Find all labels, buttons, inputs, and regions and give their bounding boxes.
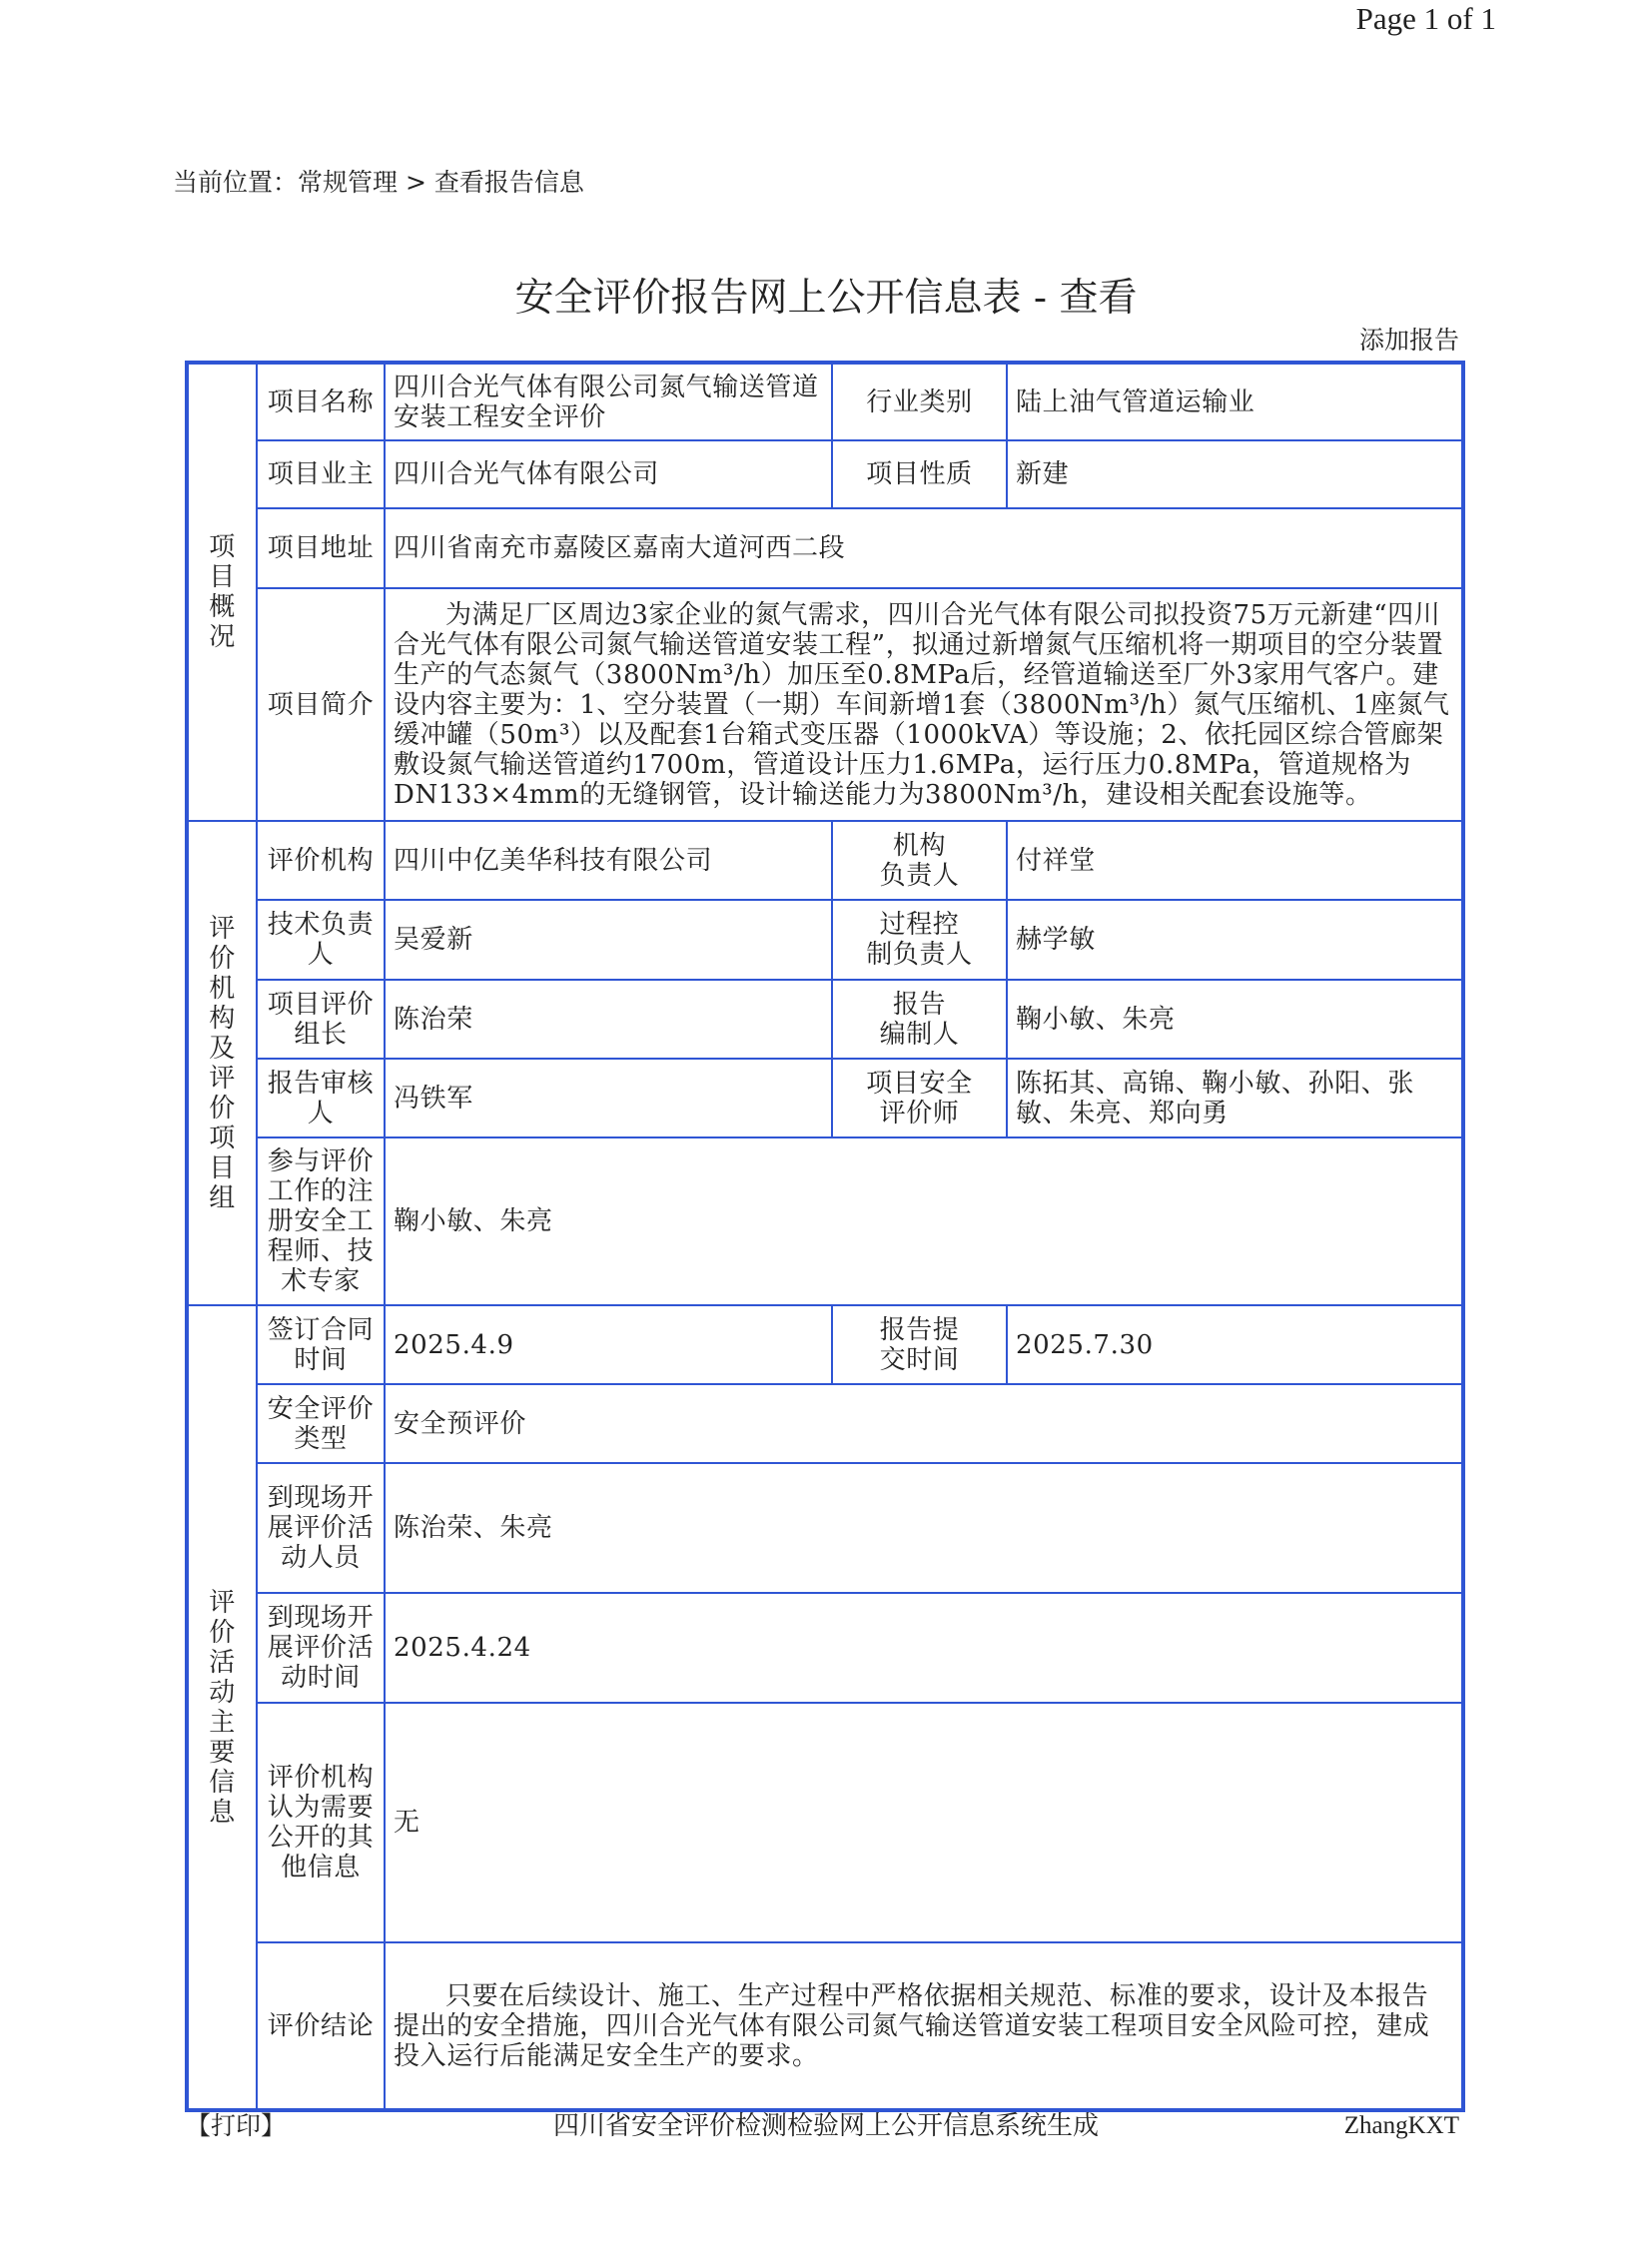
value-project-name: 四川合光气体有限公司氮气输送管道安装工程安全评价 [385,363,832,440]
label-evaluation-type: 安全评价类型 [257,1384,385,1463]
row-project-address [187,508,1463,588]
section-label-overview: 项目概况 [209,532,236,652]
value-evaluation-type: 安全预评价 [385,1384,1463,1463]
footer-generator-text: 四川省安全评价检测检验网上公开信息系统生成 [552,2111,1099,2141]
value-submission-date: 2025.7.30 [1007,1305,1463,1384]
row-project-summary [187,588,1463,821]
label-institution-head: 机构 负责人 [832,821,1007,900]
row-conclusion [187,1942,1463,2110]
page-indicator: Page 1 of 1 [1355,1,1496,36]
value-project-nature: 新建 [1007,440,1463,508]
row-team-leader [187,980,1463,1059]
label-project-owner: 项目业主 [257,440,385,508]
label-contract-date: 签订合同时间 [257,1305,385,1384]
value-report-reviewer: 冯铁军 [385,1059,832,1137]
label-safety-assessors: 项目安全 评价师 [832,1059,1007,1137]
value-other-info: 无 [385,1703,1463,1942]
row-technical-head [187,900,1463,980]
label-team-leader: 项目评价组长 [257,980,385,1059]
label-project-address: 项目地址 [257,508,385,588]
row-project-owner [187,440,1463,508]
label-site-personnel: 到现场开展评价活动人员 [257,1463,385,1593]
breadcrumb: 当前位置：常规管理 > 查看报告信息 [173,168,584,197]
print-link[interactable]: 【打印】 [186,2111,287,2140]
section-cell-activity-info [187,1305,257,2110]
row-site-date [187,1593,1463,1703]
section-label-activity-info: 评价活动主要信息 [209,1587,236,1828]
value-institution-head: 付祥堂 [1007,821,1463,900]
value-project-owner: 四川合光气体有限公司 [385,440,832,508]
page-title: 安全评价报告网上公开信息表 - 查看 [514,276,1138,321]
label-other-info: 评价机构认为需要公开的其他信息 [257,1703,385,1942]
value-site-personnel: 陈治荣、朱亮 [385,1463,1463,1593]
value-safety-assessors: 陈拓其、高锦、鞠小敏、孙阳、张敏、朱亮、郑向勇 [1007,1059,1463,1137]
row-registered-engineers [187,1137,1463,1305]
label-conclusion: 评价结论 [257,1942,385,2110]
section-cell-overview [187,363,257,821]
section-label-evaluation-team: 评价机构及评价项目组 [209,913,236,1213]
value-site-date: 2025.4.24 [385,1593,1463,1703]
label-project-name: 项目名称 [257,363,385,440]
value-technical-head: 吴爱新 [385,900,832,980]
value-process-control-head: 赫学敏 [1007,900,1463,980]
value-contract-date: 2025.4.9 [385,1305,832,1384]
row-report-reviewer [187,1059,1463,1137]
value-conclusion: 只要在后续设计、施工、生产过程中严格依据相关规范、标准的要求，设计及本报告提出的安全措施，四川合光气体有限公司氮气输送管道安装工程项目安全风险可控，建成投入运行后能满足安全生产的要求。 [385,1942,1463,2110]
label-submission-date: 报告提 交时间 [832,1305,1007,1384]
value-team-leader: 陈治荣 [385,980,832,1059]
section-cell-evaluation-team [187,821,257,1305]
row-evaluation-type [187,1384,1463,1463]
row-institution [187,821,1463,900]
row-site-personnel [187,1463,1463,1593]
value-project-summary: 为满足厂区周边3家企业的氮气需求，四川合光气体有限公司拟投资75万元新建“四川合光气体有限公司氮气输送管道安装工程”，拟通过新增氮气压缩机将一期项目的空分装置生产的气态氮气（3800Nm³/h）加压至0.8MPa后，经管道输送至厂外3家用气客户。建设内容主要为：1、空分装置（一期）车间新增1套（3800Nm³/h）氮气压缩机、1座氮气缓冲罐（50m³）以及配套1台箱式变压器（1000kVA）等设施；2、依托园区综合管廊架敷设氮气输送管道约1700m，管道设计压力1.6MPa，运行压力0.8MPa，管道规格为DN133×4mm的无缝钢管，设计输送能力为3800Nm³/h，建设相关配套设施等。 [385,588,1463,821]
value-project-address: 四川省南充市嘉陵区嘉南大道河西二段 [385,508,1463,588]
label-site-date: 到现场开展评价活动时间 [257,1593,385,1703]
row-contract-date [187,1305,1463,1384]
label-process-control-head: 过程控 制负责人 [832,900,1007,980]
label-institution: 评价机构 [257,821,385,900]
value-industry: 陆上油气管道运输业 [1007,363,1463,440]
value-report-author: 鞠小敏、朱亮 [1007,980,1463,1059]
label-technical-head: 技术负责人 [257,900,385,980]
value-registered-engineers: 鞠小敏、朱亮 [385,1137,1463,1305]
report-info-table [185,361,1465,2112]
label-industry: 行业类别 [832,363,1007,440]
row-other-info [187,1703,1463,1942]
footer-user-name: ZhangKXT [1343,2112,1459,2139]
add-report-link[interactable]: 添加报告 [1358,326,1459,355]
label-project-summary: 项目简介 [257,588,385,821]
label-registered-engineers: 参与评价工作的注册安全工程师、技术专家 [257,1137,385,1305]
label-report-author: 报告 编制人 [832,980,1007,1059]
label-report-reviewer: 报告审核人 [257,1059,385,1137]
row-project-name [187,363,1463,440]
label-project-nature: 项目性质 [832,440,1007,508]
value-institution: 四川中亿美华科技有限公司 [385,821,832,900]
